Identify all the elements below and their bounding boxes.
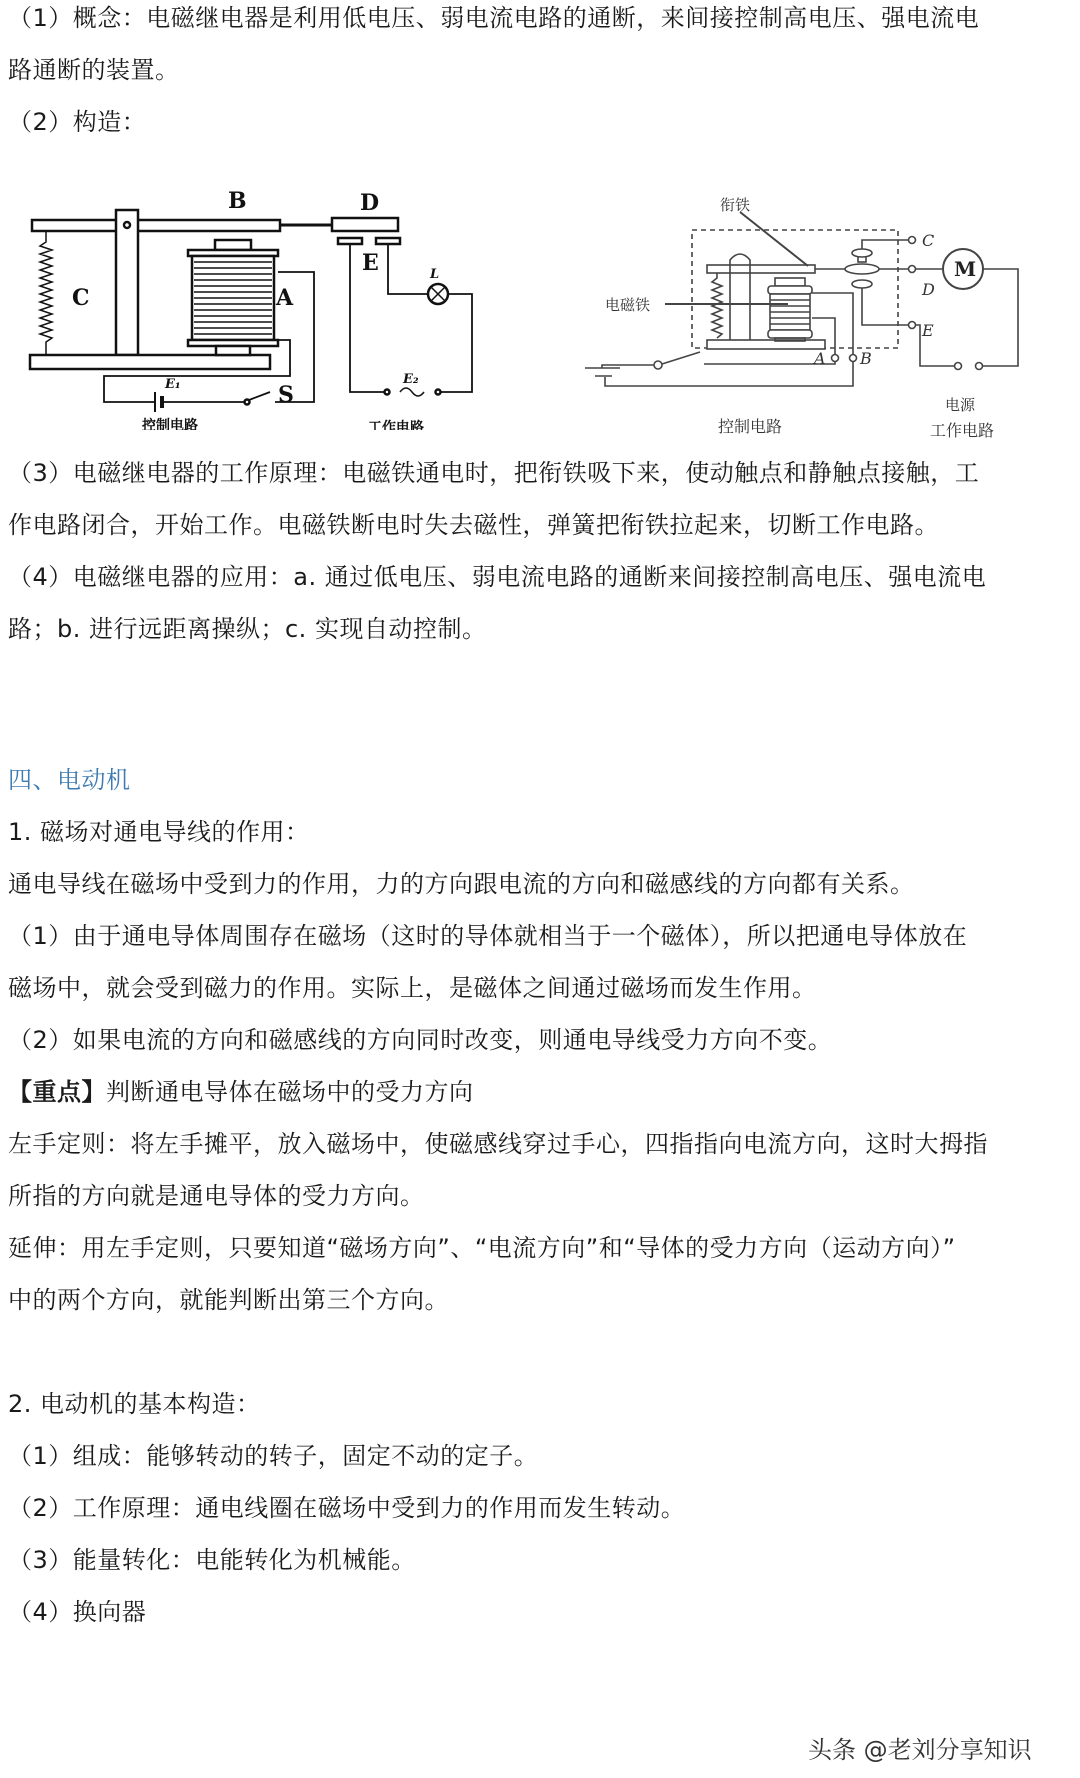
motor-section2-item3: （3）能量转化：电能转化为机械能。	[8, 1546, 416, 1574]
motor-section2-item2: （2）工作原理：通电线圈在磁场中受到力的作用而发生转动。	[8, 1494, 686, 1522]
extension-line2: 中的两个方向，就能判断出第三个方向。	[8, 1286, 449, 1314]
motor-section2-item4: （4）换向器	[8, 1598, 147, 1626]
armature-label: 衔铁	[720, 196, 751, 214]
label-B-right: B	[860, 349, 872, 368]
motor-heading: 四、电动机	[8, 766, 131, 794]
power-label: 电源	[945, 396, 976, 414]
relay-principle-line2: 作电路闭合，开始工作。电磁铁断电时失去磁性，弹簧把衔铁拉起来，切断工作电路。	[8, 511, 939, 539]
relay-diagram-right	[570, 180, 1050, 440]
extension-line1: 延伸：用左手定则，只要知道“磁场方向”、“电流方向”和“导体的受力方向（运动方向）”	[8, 1234, 956, 1262]
motor-section1-item1-line1: （1）由于通电导体周围存在磁场（这时的导体就相当于一个磁体），所以把通电导体放在	[8, 922, 968, 950]
relay-principle-line1: （3）电磁继电器的工作原理：电磁铁通电时，把衔铁吸下来，使动触点和静触点接触，工	[8, 459, 980, 487]
label-A: A	[276, 285, 294, 311]
control-circuit-label-right: 控制电路	[718, 417, 783, 436]
motor-section1-item2: （2）如果电流的方向和磁感线的方向同时改变，则通电导线受力方向不变。	[8, 1026, 833, 1054]
work-circuit-label-right: 工作电路	[930, 421, 995, 440]
label-S: S	[278, 382, 294, 408]
key-point-text: 判断通电导体在磁场中的受力方向	[106, 1078, 474, 1106]
motor-section1-title: 1. 磁场对通电导线的作用：	[8, 818, 310, 846]
watermark: 头条 @老刘分享知识	[808, 1736, 1032, 1764]
relay-application-line2: 路；b. 进行远距离操纵；c. 实现自动控制。	[8, 615, 487, 643]
motor-section2-item1: （1）组成：能够转动的转子，固定不动的定子。	[8, 1442, 539, 1470]
electromagnet-label: 电磁铁	[605, 296, 651, 314]
left-hand-rule-line1: 左手定则：将左手摊平，放入磁场中，使磁感线穿过手心，四指指向电流方向，这时大拇指	[8, 1130, 988, 1158]
relay-concept-line1: （1）概念：电磁继电器是利用低电压、弱电流电路的通断，来间接控制高电压、强电流电	[8, 4, 980, 32]
relay-diagram-left	[20, 180, 480, 430]
label-C-right: C	[922, 231, 935, 250]
key-point-line	[8, 1077, 474, 1107]
key-point-mark: 【重点】	[8, 1078, 106, 1106]
label-C: C	[72, 285, 90, 311]
motor-section2-title: 2. 电动机的基本构造：	[8, 1390, 261, 1418]
work-circuit-label: 工作电路	[368, 420, 424, 430]
motor-label: M	[954, 257, 977, 281]
relay-concept-line2: 路通断的装置。	[8, 56, 180, 84]
motor-section1-paragraph: 通电导线在磁场中受到力的作用，力的方向跟电流的方向和磁感线的方向都有关系。	[8, 870, 915, 898]
relay-application-line1: （4）电磁继电器的应用：a. 通过低电压、弱电流电路的通断来间接控制高电压、强电流电	[8, 563, 987, 591]
relay-structure-label: （2）构造：	[8, 108, 147, 136]
label-D: D	[360, 190, 380, 216]
label-E2: E₂	[403, 372, 419, 387]
label-B: B	[228, 188, 247, 214]
control-circuit-label: 控制电路	[142, 418, 198, 430]
label-L: L	[430, 267, 440, 282]
left-hand-rule-line2: 所指的方向就是通电导体的受力方向。	[8, 1182, 425, 1210]
label-E-right: E	[922, 321, 934, 340]
label-A-right: A	[814, 349, 826, 368]
motor-section1-item1-line2: 磁场中，就会受到磁力的作用。实际上，是磁体之间通过磁场而发生作用。	[8, 974, 817, 1002]
label-D-right: D	[922, 280, 935, 299]
label-E: E	[362, 250, 379, 276]
label-E1: E₁	[165, 377, 181, 392]
